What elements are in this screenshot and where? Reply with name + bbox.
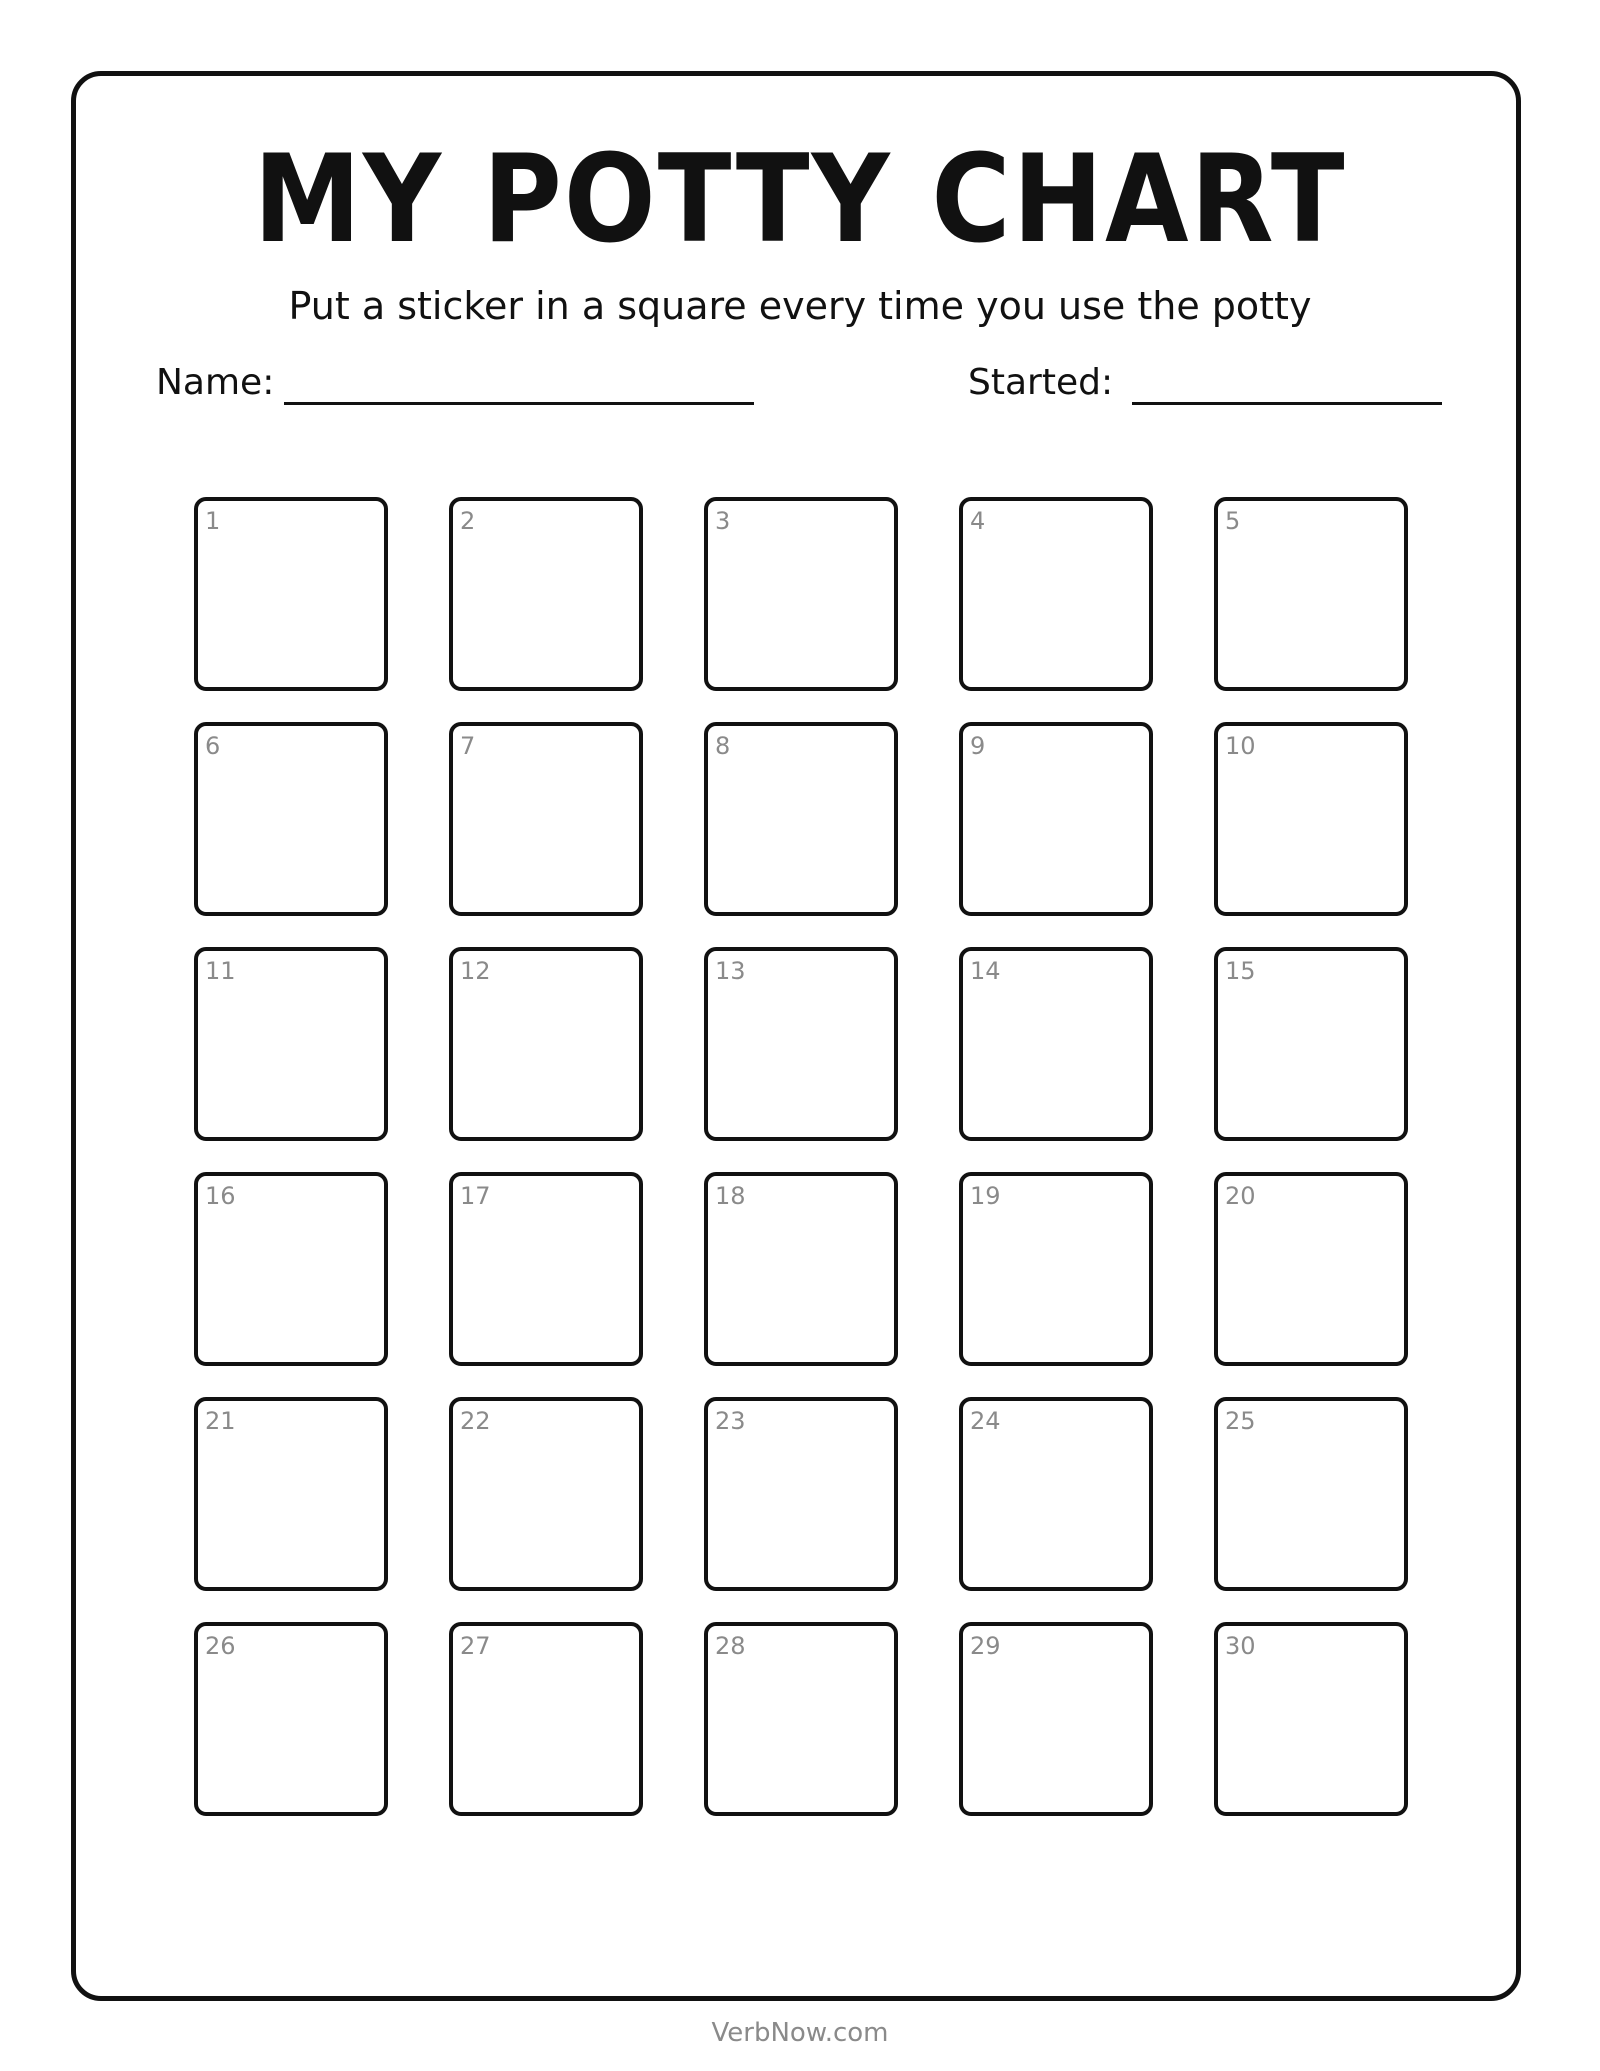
square-number: 15 <box>1225 957 1256 985</box>
sticker-square[interactable] <box>194 1622 388 1816</box>
sticker-square[interactable] <box>959 497 1153 691</box>
sticker-square[interactable] <box>449 1397 643 1591</box>
square-number: 23 <box>715 1407 746 1435</box>
square-number: 18 <box>715 1182 746 1210</box>
sticker-square[interactable] <box>1214 1172 1408 1366</box>
page-title: MY POTTY CHART <box>253 130 1347 270</box>
sticker-square[interactable] <box>1214 722 1408 916</box>
square-number: 20 <box>1225 1182 1256 1210</box>
sticker-square[interactable] <box>1214 1622 1408 1816</box>
square-number: 4 <box>970 507 986 535</box>
square-number: 10 <box>1225 732 1256 760</box>
sticker-square[interactable] <box>704 1172 898 1366</box>
sticker-square[interactable] <box>449 1172 643 1366</box>
square-number: 12 <box>460 957 491 985</box>
sticker-square[interactable] <box>449 497 643 691</box>
square-number: 28 <box>715 1632 746 1660</box>
sticker-square[interactable] <box>194 947 388 1141</box>
square-number: 2 <box>460 507 476 535</box>
sticker-square[interactable] <box>449 722 643 916</box>
sticker-square[interactable] <box>704 1397 898 1591</box>
sticker-square[interactable] <box>194 1397 388 1591</box>
square-number: 27 <box>460 1632 491 1660</box>
square-number: 16 <box>205 1182 236 1210</box>
instructions-text: Put a sticker in a square every time you use the potty <box>288 284 1312 328</box>
name-label: Name: <box>156 362 275 403</box>
sticker-grid <box>194 497 1408 1816</box>
started-field[interactable] <box>1132 402 1442 405</box>
square-number: 13 <box>715 957 746 985</box>
square-number: 3 <box>715 507 731 535</box>
square-number: 30 <box>1225 1632 1256 1660</box>
sticker-square[interactable] <box>959 947 1153 1141</box>
square-number: 17 <box>460 1182 491 1210</box>
square-number: 5 <box>1225 507 1241 535</box>
sticker-square[interactable] <box>959 722 1153 916</box>
square-number: 7 <box>460 732 476 760</box>
square-number: 8 <box>715 732 731 760</box>
sticker-square[interactable] <box>704 497 898 691</box>
sticker-square[interactable] <box>194 722 388 916</box>
square-number: 1 <box>205 507 221 535</box>
footer-credit: VerbNow.com <box>711 2018 889 2048</box>
square-number: 14 <box>970 957 1001 985</box>
square-number: 19 <box>970 1182 1001 1210</box>
sticker-square[interactable] <box>1214 947 1408 1141</box>
square-number: 9 <box>970 732 986 760</box>
sticker-square[interactable] <box>959 1172 1153 1366</box>
sticker-square[interactable] <box>959 1397 1153 1591</box>
sticker-square[interactable] <box>704 947 898 1141</box>
square-number: 22 <box>460 1407 491 1435</box>
square-number: 6 <box>205 732 221 760</box>
square-number: 24 <box>970 1407 1001 1435</box>
sticker-square[interactable] <box>704 722 898 916</box>
sticker-square[interactable] <box>194 1172 388 1366</box>
square-number: 25 <box>1225 1407 1256 1435</box>
started-label: Started: <box>968 362 1114 403</box>
sticker-square[interactable] <box>704 1622 898 1816</box>
square-number: 21 <box>205 1407 236 1435</box>
name-field[interactable] <box>284 402 754 405</box>
sticker-square[interactable] <box>449 947 643 1141</box>
sticker-square[interactable] <box>449 1622 643 1816</box>
square-number: 11 <box>205 957 236 985</box>
square-number: 26 <box>205 1632 236 1660</box>
sticker-square[interactable] <box>959 1622 1153 1816</box>
sticker-square[interactable] <box>1214 1397 1408 1591</box>
sticker-square[interactable] <box>194 497 388 691</box>
sticker-square[interactable] <box>1214 497 1408 691</box>
square-number: 29 <box>970 1632 1001 1660</box>
